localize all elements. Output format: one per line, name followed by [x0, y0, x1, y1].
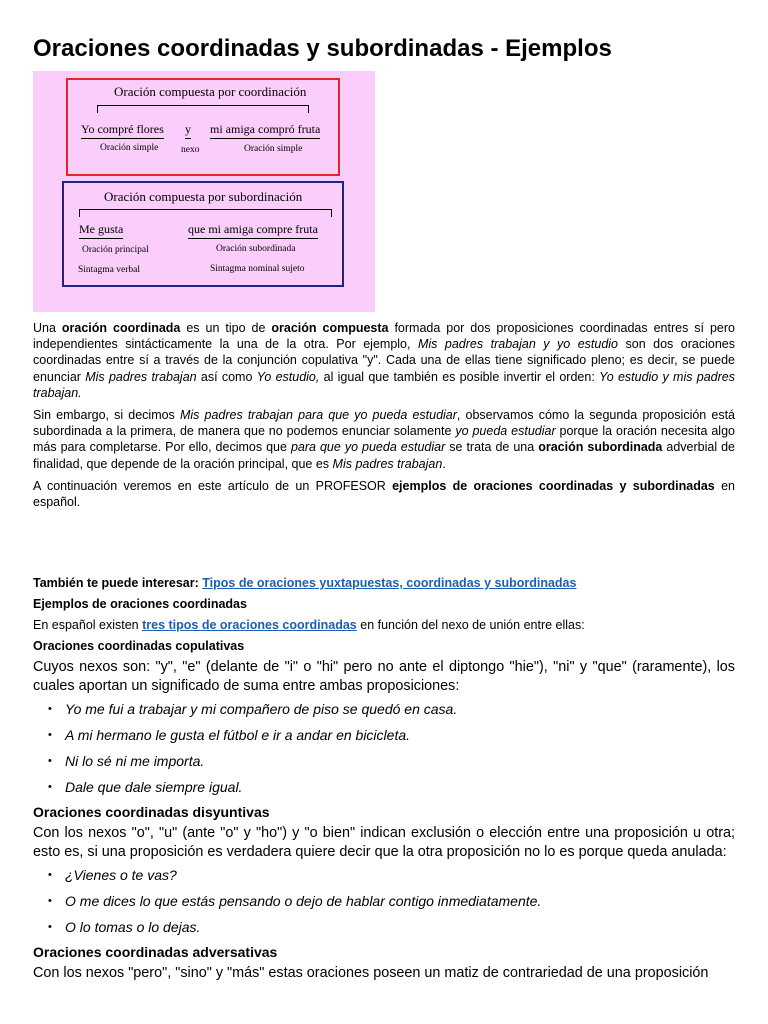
sub-right-clause: que mi amiga compre fruta [188, 222, 318, 239]
intro-paragraph-3 [33, 478, 735, 510]
list-item: • Yo me fui a trabajar y mi compañero de piso se quedó en casa. [65, 700, 735, 719]
italic-example: Mis padres trabajan [85, 369, 197, 384]
copulativas-list [33, 700, 735, 797]
text-run: porque la oración necesita algo más para completarse. Por ello, decimos que [33, 424, 735, 455]
types-sentence [33, 617, 735, 633]
list-item: • Dale que dale siempre igual. [65, 778, 735, 797]
adversativas-heading: Oraciones coordinadas adversativas [33, 944, 278, 961]
text-run: , observamos cómo la segunda proposición está subordinada a la primera, de manera que no podemos enunciar solamente [33, 408, 736, 439]
coord-right-label: Oración simple [244, 144, 303, 154]
text-run: al igual que también es posible invertir el orden: [319, 369, 600, 384]
copulativas-desc: Cuyos nexos son: "y", "e" (delante de "i" o "hi" pero no ante el diptongo "hie"), "ni" y "que" (raramente), los cuales aportan un significado de suma entre ambas proposiciones: [33, 659, 735, 694]
text-run: adverbial de finalidad, que depende de la oración principal, que es [33, 440, 735, 471]
bold-term: oración compuesta [271, 321, 389, 335]
italic-example: Mis padres trabajan para que yo pueda estudiar [179, 408, 457, 423]
coord-left-label: Oración simple [100, 143, 159, 153]
text-run: Una [33, 321, 62, 335]
italic-example: para que yo pueda estudiar [290, 440, 446, 455]
coord-nexo-label: nexo [181, 145, 200, 155]
adversativas-desc: Con los nexos "pero", "sino" y "más" estas oraciones poseen un matiz de contrariedad de una proposición [33, 965, 709, 982]
bold-term: oración subordinada [538, 440, 663, 455]
types-pre: En español existen [33, 618, 143, 632]
italic-example: Mis padres trabajan y yo estudio [417, 337, 619, 352]
italic-example: Yo estudio y mis padres trabajan. [33, 369, 735, 400]
italic-example: Mis padres trabajan [332, 456, 443, 471]
coord-nexo: y [185, 122, 191, 139]
subordination-title: Oración compuesta por subordinación [104, 189, 303, 204]
text-run: así como [196, 369, 257, 384]
sub-left-label-2: Sintagma verbal [78, 265, 140, 275]
body-text [33, 575, 735, 983]
also-link[interactable]: Tipos de oraciones yuxtapuestas, coordinadas y subordinadas [202, 576, 577, 590]
page-title: Oraciones coordinadas y subordinadas - Ejemplos [33, 35, 612, 62]
text-run: son dos oraciones coordinadas entre sí a través de la conjunción copulativa "y". Cada una de ellas tiene significado pleno; es decir, se puede enunciar [33, 337, 735, 384]
intro-paragraph-2 [33, 407, 735, 472]
sub-left-clause: Me gusta [79, 222, 123, 239]
sub-right-label: Oración subordinada [216, 244, 296, 254]
sub-right-label-2: Sintagma nominal sujeto [210, 264, 305, 274]
text-run: Sin embargo, si decimos [33, 408, 180, 423]
disyuntivas-desc: Con los nexos "o", "u" (ante "o" y "ho") y "o bien" indican exclusión o elección entre una proposición u otra; esto es, si una proposición es verdadera quiere decir que la otra proposición no lo es porque queda anulada: [33, 825, 735, 861]
list-item: • Ni lo sé ni me importa. [65, 752, 735, 771]
text-run: en español. [33, 478, 735, 510]
also-label: También te puede interesar: [33, 576, 203, 590]
subordination-bracket [79, 209, 332, 210]
coordination-title: Oración compuesta por coordinación [114, 84, 307, 99]
text-run: A continuación veremos en este artículo de un PROFESOR [33, 478, 393, 493]
bold-term: ejemplos de oraciones coordinadas y subordinadas [392, 478, 715, 493]
text-run: es un tipo de [180, 321, 272, 335]
list-item: • O me dices lo que estás pensando o dejo de hablar contigo inmediatamente. [65, 892, 735, 911]
types-link[interactable]: tres tipos de oraciones coordinadas [142, 618, 357, 632]
disyuntivas-list [33, 866, 735, 937]
coord-left-clause: Yo compré flores [81, 122, 164, 139]
diagram-image [33, 71, 375, 312]
sub-left-label: Oración principal [82, 245, 149, 255]
italic-example: yo pueda estudiar [455, 424, 556, 439]
list-item: • A mi hermano le gusta el fútbol e ir a andar en bicicleta. [65, 726, 735, 745]
text-run: se trata de una [445, 440, 539, 455]
text-run: . [442, 456, 446, 471]
list-item: • O lo tomas o lo dejas. [65, 918, 735, 937]
coordination-bracket [97, 105, 309, 106]
copulativas-heading: Oraciones coordinadas copulativas [33, 639, 245, 653]
intro-text [33, 320, 735, 516]
text-run: formada por dos proposiciones coordinadas entres sí pero independientes sintácticamente la una de la otra. Por ejemplo, [33, 321, 735, 352]
disyuntivas-heading: Oraciones coordinadas disyuntivas [33, 804, 270, 820]
types-post: en función del nexo de unión entre ellas: [356, 618, 585, 632]
bold-term: oración coordinada [61, 321, 181, 335]
coord-right-clause: mi amiga compró fruta [210, 122, 320, 139]
list-item: • ¿Vienes o te vas? [65, 866, 735, 885]
intro-paragraph-1 [33, 320, 735, 401]
examples-heading: Ejemplos de oraciones coordinadas [33, 597, 247, 611]
italic-example: Yo estudio, [256, 369, 320, 384]
also-interesting [33, 575, 735, 591]
